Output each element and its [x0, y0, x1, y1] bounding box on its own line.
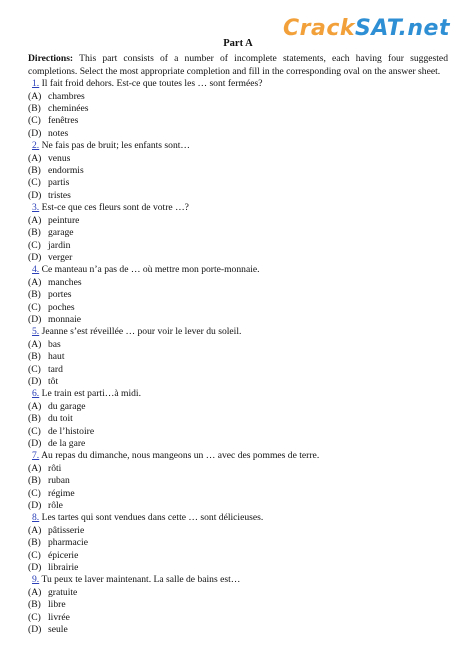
- option-text: endormis: [48, 165, 84, 177]
- option-letter: (C): [28, 363, 41, 375]
- option-text: portes: [48, 289, 72, 301]
- option-letter: (D): [28, 189, 42, 201]
- option-text: jardin: [48, 239, 71, 251]
- answer-option: [28, 103, 448, 115]
- option-letter: (B): [28, 537, 41, 549]
- directions: [28, 53, 448, 78]
- answer-option: [28, 252, 448, 264]
- option-text: haut: [48, 351, 65, 363]
- answer-option: [28, 277, 448, 289]
- option-text: cheminées: [48, 103, 89, 115]
- option-text: libre: [48, 599, 66, 611]
- directions-label: Directions:: [28, 53, 74, 65]
- option-text: rôti: [48, 462, 62, 474]
- option-letter: (B): [28, 227, 41, 239]
- question-stem: [28, 202, 448, 214]
- option-letter: (C): [28, 239, 41, 251]
- answer-option: [28, 227, 448, 239]
- answer-option: [28, 413, 448, 425]
- answer-option: [28, 165, 448, 177]
- answer-option: [28, 153, 448, 165]
- option-letter: (B): [28, 413, 41, 425]
- question-number-link[interactable]: 8.: [32, 512, 40, 524]
- option-letter: (C): [28, 549, 41, 561]
- question-text: Ne fais pas de bruit; les enfants sont…: [41, 140, 191, 152]
- question-stem: [28, 388, 448, 400]
- option-letter: (B): [28, 289, 41, 301]
- option-text: garage: [48, 227, 74, 239]
- option-text: partis: [48, 177, 70, 189]
- logo-part-1: Crack: [282, 16, 355, 41]
- answer-option: [28, 91, 448, 103]
- option-letter: (C): [28, 487, 41, 499]
- option-letter: (B): [28, 351, 41, 363]
- answer-option: [28, 599, 448, 611]
- option-letter: (A): [28, 214, 42, 226]
- option-letter: (D): [28, 624, 42, 636]
- option-text: verger: [48, 251, 73, 263]
- question-text: Au repas du dimanche, nous mangeons un … avec des pommes de terre.: [41, 450, 320, 462]
- directions-text: This part consists of a number of incomplete statements, each having four suggested completions. Select the most appropriate completion and fill in the corresponding oval on the answer sheet.: [28, 53, 448, 77]
- answer-option: [28, 376, 448, 388]
- question-text: Le train est parti…à midi.: [41, 388, 141, 400]
- question-number-link[interactable]: 3.: [32, 202, 40, 214]
- answer-option: [28, 500, 448, 512]
- question-stem: [28, 512, 448, 524]
- option-text: ruban: [48, 475, 70, 487]
- option-letter: (D): [28, 375, 42, 387]
- section-title: Part A: [223, 38, 253, 49]
- option-letter: (A): [28, 276, 42, 288]
- option-letter: (D): [28, 127, 42, 139]
- answer-option: [28, 177, 448, 189]
- question-stem: [28, 140, 448, 152]
- question-block: [28, 202, 448, 264]
- option-text: rôle: [48, 500, 63, 512]
- question-stem: [28, 574, 448, 586]
- answer-option: [28, 525, 448, 537]
- option-text: tristes: [48, 189, 71, 201]
- option-letter: (D): [28, 313, 42, 325]
- answer-option: [28, 475, 448, 487]
- option-text: chambres: [48, 90, 85, 102]
- option-letter: (C): [28, 115, 41, 127]
- question-number-link[interactable]: 5.: [32, 326, 40, 338]
- question-list: [28, 78, 448, 636]
- question-number-link[interactable]: 4.: [32, 264, 40, 276]
- answer-option: [28, 587, 448, 599]
- answer-option: [28, 537, 448, 549]
- option-letter: (A): [28, 400, 42, 412]
- question-text: Est-ce que ces fleurs sont de votre …?: [41, 202, 189, 214]
- question-block: [28, 264, 448, 326]
- option-letter: (D): [28, 438, 42, 449]
- question-block: [28, 326, 448, 388]
- option-text: notes: [48, 127, 69, 139]
- option-letter: (A): [28, 462, 42, 474]
- question-block: [28, 512, 448, 574]
- answer-option: [28, 314, 448, 326]
- option-letter: (D): [28, 562, 42, 574]
- option-letter: (B): [28, 103, 41, 115]
- question-block: [28, 574, 448, 636]
- answer-option: [28, 302, 448, 314]
- option-text: poches: [48, 301, 75, 313]
- answer-option: [28, 463, 448, 475]
- option-letter: (B): [28, 165, 41, 177]
- answer-option: [28, 115, 448, 127]
- option-text: régime: [48, 487, 75, 499]
- answer-option: [28, 289, 448, 301]
- option-letter: (C): [28, 177, 41, 189]
- answer-option: [28, 128, 448, 140]
- option-text: fenêtres: [48, 115, 79, 127]
- question-text: Jeanne s’est réveillée … pour voir le lever du soleil.: [41, 326, 242, 338]
- answer-option: [28, 624, 448, 636]
- question-stem: [28, 78, 448, 90]
- option-text: gratuite: [48, 586, 78, 598]
- option-letter: (A): [28, 586, 42, 598]
- option-text: épicerie: [48, 549, 79, 561]
- option-text: du garage: [48, 400, 86, 412]
- answer-option: [28, 190, 448, 202]
- option-letter: (C): [28, 611, 41, 623]
- option-letter: (A): [28, 524, 42, 536]
- option-text: tôt: [48, 375, 59, 387]
- answer-option: [28, 364, 448, 376]
- answer-option: [28, 426, 448, 438]
- question-block: [28, 78, 448, 140]
- answer-option: [28, 612, 448, 624]
- option-text: du toit: [48, 413, 73, 425]
- answer-option: [28, 240, 448, 252]
- question-number-link[interactable]: 2.: [32, 140, 40, 152]
- question-block: [28, 140, 448, 202]
- option-text: venus: [48, 152, 71, 164]
- option-text: pharmacie: [48, 537, 88, 549]
- option-text: seule: [48, 624, 68, 636]
- option-text: manches: [48, 276, 82, 288]
- question-text: Ce manteau n’a pas de … où mettre mon porte-monnaie.: [41, 264, 260, 276]
- question-number-link[interactable]: 6.: [32, 388, 40, 400]
- question-number-link[interactable]: 1.: [32, 78, 40, 90]
- option-letter: (A): [28, 338, 42, 350]
- option-text: monnaie: [48, 313, 82, 325]
- option-letter: (C): [28, 301, 41, 313]
- question-number-link[interactable]: 9.: [32, 574, 40, 586]
- answer-option: [28, 550, 448, 562]
- question-text: Les tartes qui sont vendues dans cette … sont délicieuses.: [41, 512, 264, 524]
- question-number-link[interactable]: 7.: [32, 450, 40, 462]
- answer-option: [28, 339, 448, 351]
- option-text: peinture: [48, 214, 80, 226]
- option-letter: (B): [28, 475, 41, 487]
- option-letter: (A): [28, 152, 42, 164]
- option-letter: (D): [28, 500, 42, 512]
- answer-option: [28, 488, 448, 500]
- logo-part-2: SAT.net: [355, 16, 450, 41]
- question-stem: [28, 264, 448, 276]
- option-letter: (D): [28, 251, 42, 263]
- document-page: [28, 38, 448, 637]
- option-text: de l’histoire: [48, 425, 95, 437]
- question-stem: [28, 450, 448, 462]
- question-text: Tu peux te laver maintenant. La salle de bains est…: [41, 574, 241, 586]
- option-text: librairie: [48, 562, 79, 574]
- option-letter: (B): [28, 599, 41, 611]
- question-block: [28, 388, 448, 450]
- answer-option: [28, 401, 448, 413]
- answer-option: [28, 215, 448, 227]
- answer-option: [28, 351, 448, 363]
- option-text: pâtisserie: [48, 524, 85, 536]
- answer-option: [28, 438, 448, 450]
- option-text: bas: [48, 338, 61, 350]
- answer-option: [28, 562, 448, 574]
- option-text: livrée: [48, 611, 70, 623]
- question-text: Il fait froid dehors. Est-ce que toutes les … sont fermées?: [41, 78, 263, 90]
- option-text: tard: [48, 363, 63, 375]
- question-block: [28, 450, 448, 512]
- option-text: de la gare: [48, 438, 86, 449]
- option-letter: (C): [28, 425, 41, 437]
- question-stem: [28, 326, 448, 338]
- option-letter: (A): [28, 90, 42, 102]
